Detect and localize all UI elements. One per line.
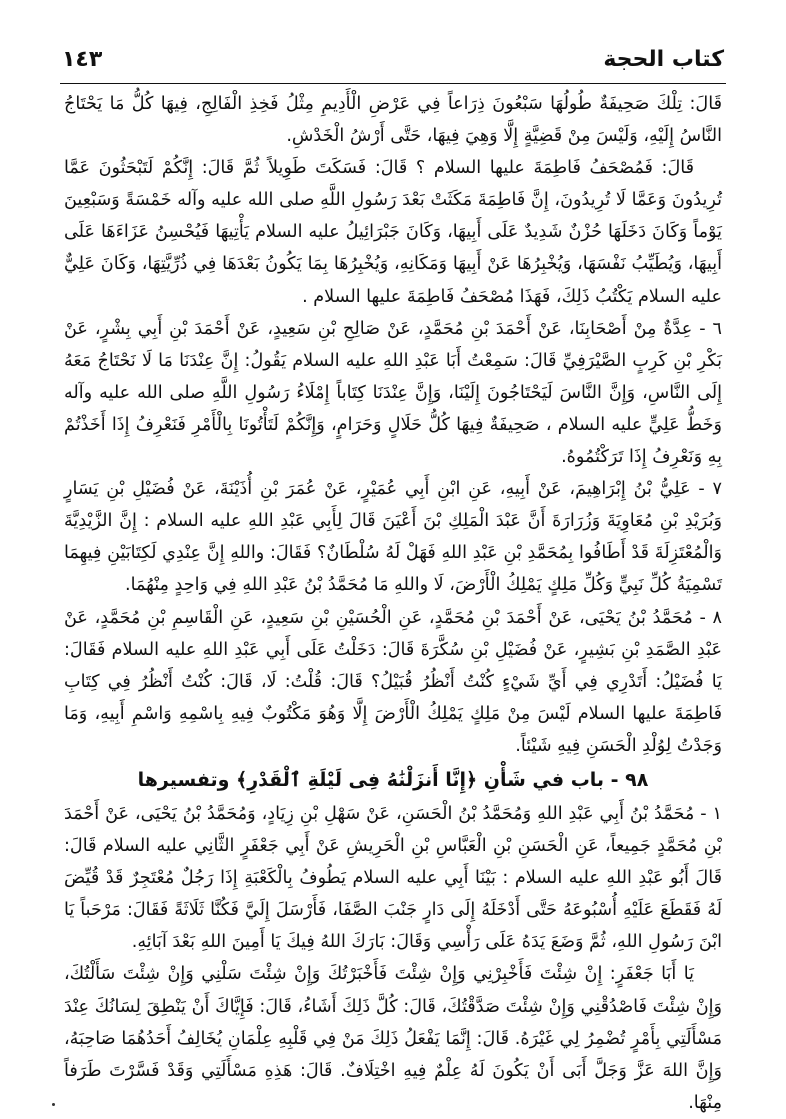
book-title: كتاب الحجة [603,46,724,72]
paragraph: قَالَ: تِلْكَ صَحِيفَةٌ طُولُهَا سَبْعُونَ ذِرَاعاً فِي عَرْضِ الْأَدِيمِ مِثْلُ فَخِذِ الْفَالِجِ، فِيهَا كُلُّ مَا يَحْتَاجُ النَّاسُ إِلَيْهِ، وَلَيْسَ مِنْ قَضِيَّةٍ إِلَّا وَهِيَ فِيهَا، حَتَّى أَرْشُ الْخَدْشِ. [64,94,722,147]
hadith-6: ٦ - عِدَّةٌ مِنْ أَصْحَابِنَا، عَنْ أَحْمَدَ بْنِ مُحَمَّدٍ، عَنْ صَالِحِ بْنِ سَعِيدٍ، عَنْ أَحْمَدَ بْنِ أَبِي بِشْرٍ، عَنْ بَكْرِ بْنِ كَرِبٍ الصَّيْرَفِيِّ قَالَ: سَمِعْتُ أَبَا عَبْدِ اللهِ عليه السلام يَقُولُ: إِنَّ عِنْدَنَا مَا لَا نَحْتَاجُ مَعَهُ إِلَى النَّاسِ، وَإِنَّ النَّاسَ لَيَحْتَاجُونَ إِلَيْنَا، وَإِنَّ عِنْدَنَا كِتَاباً إِمْلَاءُ رَسُولِ اللَّهِ صلى الله عليه وآله وَخَطُّ عَلِيٍّ عليه السلام ، صَحِيفَةٌ فِيهَا كُلُّ حَلَالٍ وَحَرَامٍ، وَإِنَّكُمْ لَتَأْتُونَا بِالْأَمْرِ فَنَعْرِفُ إِذَا أَخَذْتُمْ بِهِ وَنَعْرِفُ إِذَا تَرَكْتُمُوهُ. [64,318,722,468]
page-number: ١٤٣ [62,46,103,72]
page-speck [52,1103,55,1106]
hadith-7: ٧ - عَلِيُّ بْنُ إِبْرَاهِيمَ، عَنْ أَبِيهِ، عَنِ ابْنِ أَبِي عُمَيْرٍ، عَنْ عُمَرَ بْنِ أُذَيْنَةَ، عَنْ فُضَيْلِ بْنِ يَسَارٍ وَبُرَيْدِ بْنِ مُعَاوِيَةَ وَزُرَارَةَ أَنَّ عَبْدَ الْمَلِكِ بْنَ أَعْيَنَ قَالَ لِأَبِي عَبْدِ اللهِ عليه السلام : إِنَّ الزَّيْدِيَّةَ وَالْمُعْتَزِلَةَ قَدْ أَطَافُوا بِمُحَمَّدِ بْنِ عَبْدِ اللهِ فَهَلْ لَهُ سُلْطَانٌ؟ فَقَالَ: واللهِ إِنَّ عِنْدِي لَكِتَابَيْنِ فِيهِمَا تَسْمِيَةُ كُلِّ نَبِيٍّ وَكُلِّ مَلِكٍ يَمْلِكُ الْأَرْضَ، لَا واللهِ مَا مُحَمَّدُ بْنُ عَبْدِ اللهِ فِي وَاحِدٍ مِنْهُمَا. [64,479,722,596]
page-body [64,88,722,1119]
header-rule [60,83,726,84]
chapter-heading: ٩٨ - باب في شَأْنِ ﴿إِنَّا أَنزَلْنَٰهُ فِى لَيْلَةِ ٱلْقَدْرِ﴾ وتفسيرها [137,768,649,791]
paragraph: يَا أَبَا جَعْفَرٍ: إِنْ شِئْتَ فَأَخْبِرْنِي وَإِنْ شِئْتَ فَأَخْبَرْتُكَ وَإِنْ شِئْتَ سَلْنِي وَإِنْ شِئْتَ سَأَلْتُكَ، وَإِنْ شِئْتَ فَاصْدُقْنِي وَإِنْ شِئْتَ صَدَّقْتُكَ، قَالَ: كُلَّ ذَلِكَ أَشَاءُ، قَالَ: فَإِيَّاكَ أَنْ يَنْطِقَ لِسَانُكَ عِنْدَ مَسْأَلَتِي بِأَمْرٍ تُضْمِرُ لِي غَيْرَهُ. قَالَ: إِنَّمَا يَفْعَلُ ذَلِكَ مَنْ فِي قَلْبِهِ عِلْمَانِ يُخَالِفُ أَحَدُهُمَا صَاحِبَهُ، وَإِنَّ اللهَ عَزَّ وَجَلَّ أَبَى أَنْ يَكُونَ لَهُ عِلْمٌ فِيهِ اخْتِلَافٌ. قَالَ: هَذِهِ مَسْأَلَتِي وَقَدْ فَسَّرْتَ طَرَفاً مِنْهَا. [64,964,722,1113]
hadith-1: ١ - مُحَمَّدُ بْنُ أَبِي عَبْدِ اللهِ وَمُحَمَّدُ بْنُ الْحَسَنِ، عَنْ سَهْلِ بْنِ زِيَادٍ، وَمُحَمَّدُ بْنُ يَحْيَى، عَنْ أَحْمَدَ بْنِ مُحَمَّدٍ جَمِيعاً، عَنِ الْحَسَنِ بْنِ الْعَبَّاسِ بْنِ الْحَرِيشِ عَنْ أَبِي جَعْفَرٍ الثَّانِي عليه السلام قَالَ: قَالَ أَبُو عَبْدِ اللهِ عليه السلام : بَيْنَا أَبِي عليه السلام يَطُوفُ بِالْكَعْبَةِ إِذَا رَجُلٌ مُعْتَجِرٌ قَدْ قُيِّضَ لَهُ فَقَطَعَ عَلَيْهِ أُسْبُوعَهُ حَتَّى أَدْخَلَهُ إِلَى دَارٍ جَنْبَ الصَّفَا، فَأَرْسَلَ إِلَيَّ فَكُنَّا ثَلَاثَةً فَقَالَ: مَرْحَباً يَا ابْنَ رَسُولِ اللهِ، ثُمَّ وَضَعَ يَدَهُ عَلَى رَأْسِي وَقَالَ: بَارَكَ اللهُ فِيكَ يَا أَمِينَ اللهِ بَعْدَ آبَائِهِ. [64,803,722,953]
hadith-8: ٨ - مُحَمَّدُ بْنُ يَحْيَى، عَنْ أَحْمَدَ بْنِ مُحَمَّدٍ، عَنِ الْحُسَيْنِ بْنِ سَعِيدٍ، عَنِ الْقَاسِمِ بْنِ مُحَمَّدٍ، عَنْ عَبْدِ الصَّمَدِ بْنِ بَشِيرٍ، عَنْ فُضَيْلِ بْنِ سُكَّرَةَ قَالَ: دَخَلْتُ عَلَى أَبِي عَبْدِ اللهِ عليه السلام فَقَالَ: يَا فُضَيْلُ: أَتَدْرِي فِي أَيِّ شَيْءٍ كُنْتُ أَنْظُرُ قُبَيْلُ؟ قَالَ: قُلْتُ: لَا، قَالَ: كُنْتُ أَنْظُرُ فِي كِتَابِ فَاطِمَةَ عليها السلام لَيْسَ مِنْ مَلِكٍ يَمْلِكُ الْأَرْضَ إِلَّا وَهُوَ مَكْتُوبٌ فِيهِ بِاسْمِهِ وَاسْمِ أَبِيهِ، وَمَا وَجَدْتُ لِوُلْدِ الْحَسَنِ فِيهِ شَيْئاً. [64,607,722,756]
paragraph: قَالَ: فَمُصْحَفُ فَاطِمَةَ عليها السلام ؟ قَالَ: فَسَكَتَ طَوِيلاً ثُمَّ قَالَ: إِنَّكُمْ لَتَبْحَثُونَ عَمَّا تُرِيدُونَ وَعَمَّا لَا تُرِيدُونَ، إِنَّ فَاطِمَةَ مَكَثَتْ بَعْدَ رَسُولِ اللَّهِ صلى الله عليه وآله خَمْسَةً وَسَبْعِينَ يَوْماً وَكَانَ دَخَلَهَا حُزْنٌ شَدِيدٌ عَلَى أَبِيهَا، وَكَانَ جَبْرَائِيلُ عليه السلام يَأْتِيهَا فَيُحْسِنُ عَزَاءَهَا عَلَى أَبِيهَا، وَيُطَيِّبُ نَفْسَهَا، وَيُخْبِرُهَا عَنْ أَبِيهَا وَمَكَانِهِ، وَيُخْبِرُهَا بِمَا يَكُونُ بَعْدَهَا فِي ذُرِّيَّتِهَا، وَكَانَ عَلِيٌّ عليه السلام يَكْتُبُ ذَلِكَ، فَهَذَا مُصْحَفُ فَاطِمَةَ عليها السلام . [64,158,722,307]
running-header [62,38,724,80]
